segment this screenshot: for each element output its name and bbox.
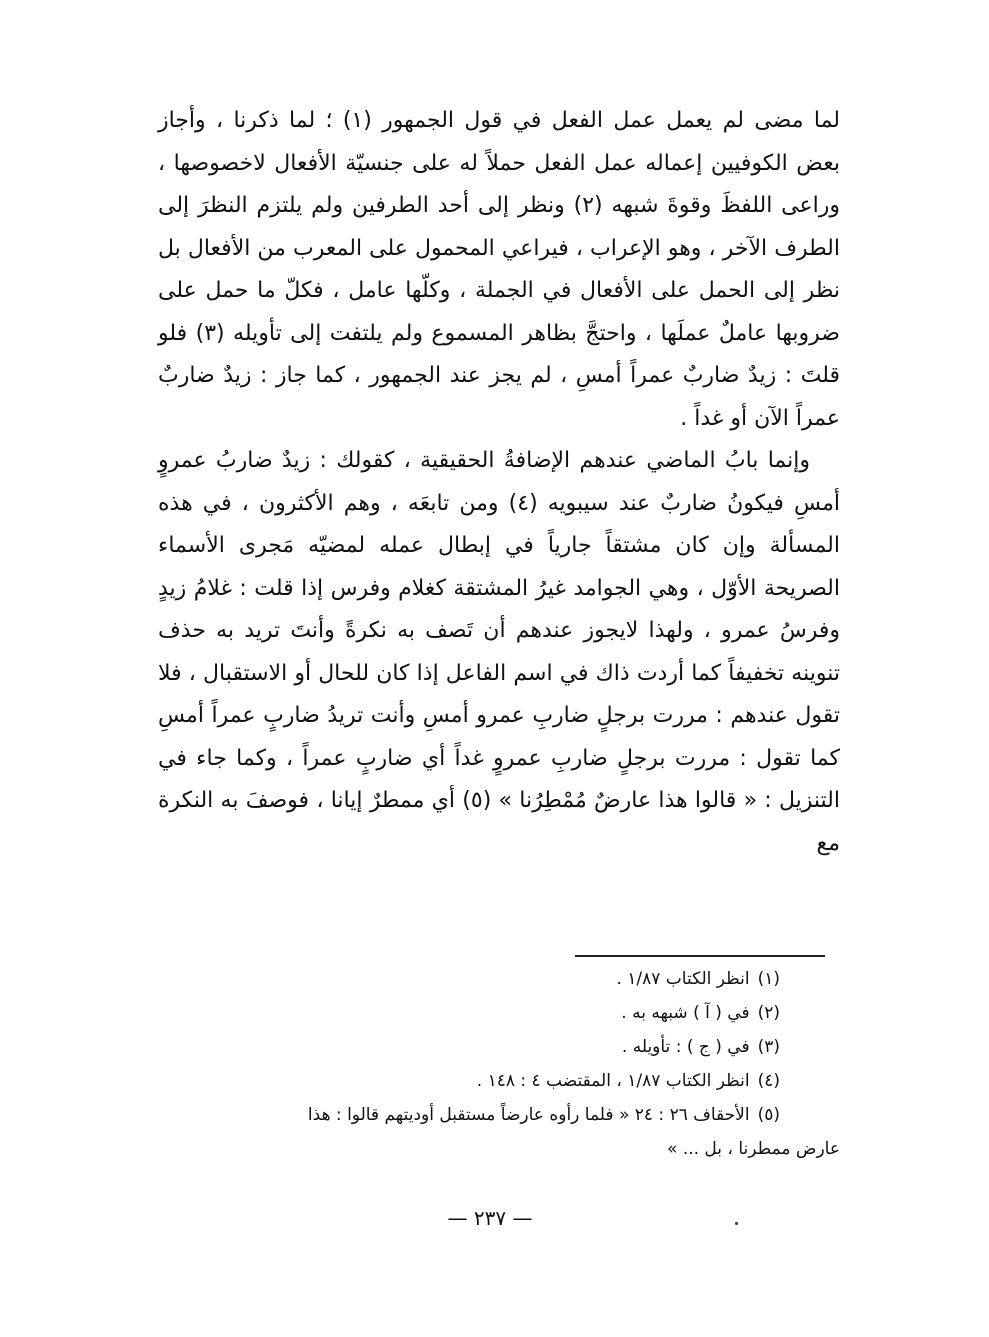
paragraph-1: لما مضى لم يعمل عمل الفعل في قول الجمهور (١) ؛ لما ذكرنا ، وأجاز بعض الكوفيين إعماله عمل الفعل حملاً له على جنسيّة الأفعال لاخصوصها ، وراعى اللفظَ وقوةَ شبهه (٢) ونظر إلى أحد الطرفين ولم يلتزم النظرَ إلى الطرف الآخر ، وهو الإعراب ، فيراعي المحمول على المعرب من الأفعال بل نظر إلى الحمل على الأفعال في الجملة ، وكلّها عامل ، فكلّ ما حمل على ضروبها عاملٌ عملَها ، واحتجَّ بظاهر المسموع ولم يلتفت إلى تأويله (٣) فلو قلتَ : زيدٌ ضاربٌ عمراً أمسِ ، لم يجز عند الجمهور ، كما جاز : زيدٌ ضاربٌ عمراً الآن أو غداً . xyxy=(158,108,841,431)
footnote-5: (٥)الأحقاف ٢٦ : ٢٤ « فلما رأوه عارضاً مستقبل أوديتهم قالوا : هذا عارض ممطرنا ، بل ... » xyxy=(158,1098,840,1166)
main-text xyxy=(158,100,840,865)
footnote-5-continuation: عارض ممطرنا ، بل ... » xyxy=(667,1139,840,1159)
footnote-separator xyxy=(575,955,825,957)
footnote-2: (٢)في ( آ ) شبهه به . xyxy=(621,1003,780,1023)
page-number: — ٢٣٧ — xyxy=(447,1206,533,1230)
footnotes xyxy=(158,962,840,1166)
footnote-1: (١)انظر الكتاب ١/٨٧ . xyxy=(616,969,780,989)
paragraph-2: وإنما بابُ الماضي عندهم الإضافةُ الحقيقية ، كقولك : زيدٌ ضاربُ عمروٍ أمسِ فيكونُ ضاربٌ عند سيبويه (٤) ومن تابعَه ، وهم الأكثرون ، في هذه المسألة وإن كان مشتقاً جارياً في إبطال عمله لمضيّه مَجرى الأسماء الصريحة الأوّل ، وهي الجوامد غيرُ المشتقة كغلام وفرس إذا قلت : غلامُ زيدٍ وفرسُ عمرو ، ولهذا لايجوز عندهم أن تَصف به نكرةً وأنتَ تريد به حذف تنوينه تخفيفاً كما أردت ذاك في اسم الفاعل إذا كان للحال أو الاستقبال ، فلا تقول عندهم : مررت برجلٍ ضاربِ عمرو أمسِ وأنت تريدُ ضاربٍ عمراً أمسِ كما تقول : مررت برجلٍ ضاربِ عمروٍ غداً أي ضاربٍ عمراً ، وكما جاء في التنزيل : « قالوا هذا عارضٌ مُمْطِرُنا » (٥) أي ممطرٌ إيانا ، فوصفَ به النكرة مع xyxy=(158,448,840,856)
scan-speck xyxy=(735,1222,738,1225)
footnote-3: (٣)في ( ج ) : تأويله . xyxy=(621,1037,780,1057)
footnote-4: (٤)انظر الكتاب ١/٨٧ ، المقتضب ٤ : ١٤٨ . xyxy=(476,1071,780,1091)
